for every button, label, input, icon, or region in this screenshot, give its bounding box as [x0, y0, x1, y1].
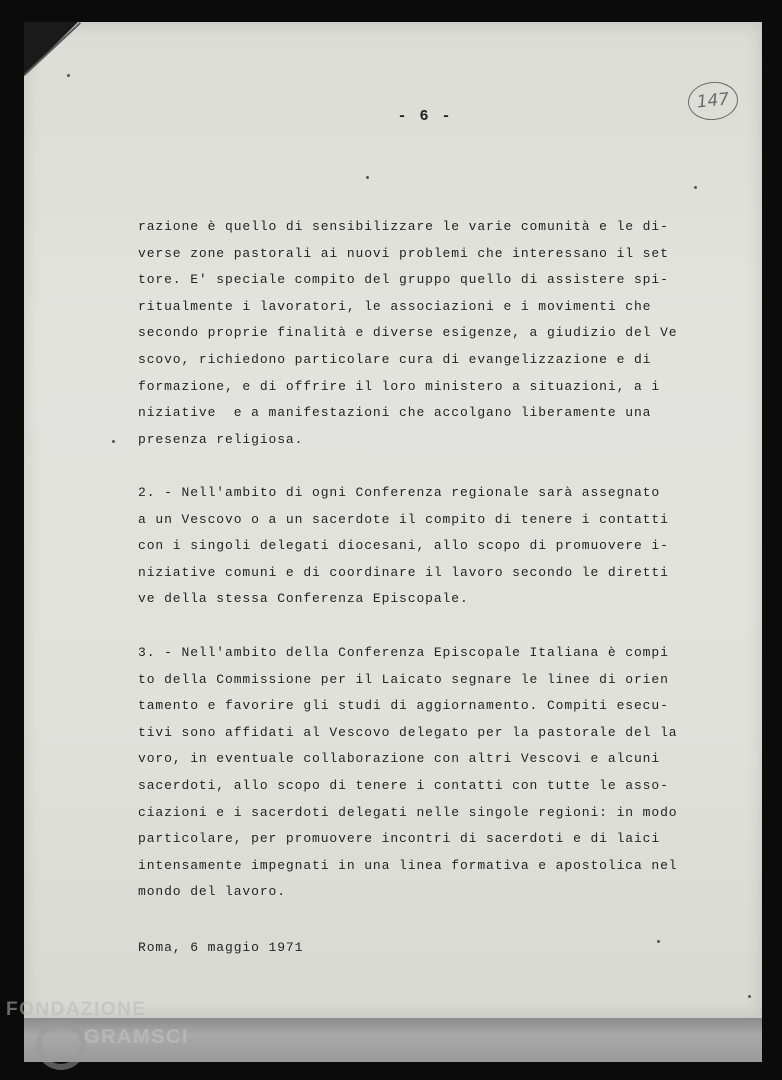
text-line: 3. - Nell'ambito della Conferenza Episcopale Italiana è compi [138, 645, 669, 660]
text-line: sacerdoti, allo scopo di tenere i contatti con tutte le asso- [138, 777, 669, 793]
place-and-date: Roma, 6 maggio 1971 [138, 940, 304, 955]
dust-speck [694, 186, 697, 189]
text-line: to della Commissione per il Laicato segnare le linee di orien [138, 671, 669, 687]
dust-speck [112, 440, 115, 443]
text-line: mondo del lavoro. [138, 884, 286, 900]
paragraph-point-2 [138, 480, 718, 613]
dust-speck [67, 74, 70, 77]
text-line: tamento e favorire gli studi di aggiornamento. Compiti esecu- [138, 698, 669, 714]
text-line: particolare, per promuovere incontri di sacerdoti e di laici [138, 831, 661, 847]
text-line: secondo proprie finalità e diverse esigenze, a giudizio del Ve [138, 325, 678, 341]
text-line: formazione, e di offrire il loro ministero a situazioni, a i [138, 378, 661, 394]
text-line: tivi sono affidati al Vescovo delegato per la pastorale del la [138, 724, 678, 740]
text-line: 2. - Nell'ambito di ogni Conferenza regionale sarà assegnato [138, 485, 661, 500]
fondazione-gramsci-watermark [6, 995, 206, 1075]
paragraph-point-3 [138, 640, 718, 906]
text-line: scovo, richiedono particolare cura di evangelizzazione e di [138, 351, 652, 367]
text-line: niziative e a manifestazioni che accolgano liberamente una [138, 405, 652, 421]
watermark-line-3: onlus [162, 1053, 184, 1063]
text-line: tore. E' speciale compito del gruppo quello di assistere spi- [138, 272, 669, 288]
text-line: ciazioni e i sacerdoti delegati nelle singole regioni: in modo [138, 804, 678, 820]
text-line: verse zone pastorali ai nuovi problemi che interessano il set [138, 245, 669, 261]
text-line: con i singoli delegati diocesani, allo scopo di promuovere i- [138, 538, 669, 554]
watermark-line-2: GRAMSCI [84, 1026, 189, 1048]
paragraph-continuation [138, 214, 718, 453]
text-line: presenza religiosa. [138, 431, 304, 447]
text-line: voro, in eventuale collaborazione con altri Vescovi e alcuni [138, 751, 661, 767]
text-line: ritualmente i lavoratori, le associazioni e i movimenti che [138, 298, 652, 314]
text-line: intensamente impegnati in una linea formativa e apostolica nel [138, 857, 678, 873]
watermark-g-logo [39, 1023, 83, 1067]
text-line: a un Vescovo o a un sacerdote il compito di tenere i contatti [138, 511, 669, 527]
watermark-line-1: FONDAZIONE [6, 999, 147, 1020]
dust-speck [748, 995, 751, 998]
text-line: ve della stessa Conferenza Episcopale. [138, 591, 469, 607]
text-line: niziative comuni e di coordinare il lavoro secondo le diretti [138, 564, 669, 580]
dust-speck [366, 176, 369, 179]
dust-speck [657, 940, 660, 943]
text-line: razione è quello di sensibilizzare le varie comunità e le di- [138, 219, 669, 234]
archive-page-number: 147 [686, 79, 740, 122]
page-number: - 6 - [397, 108, 453, 125]
